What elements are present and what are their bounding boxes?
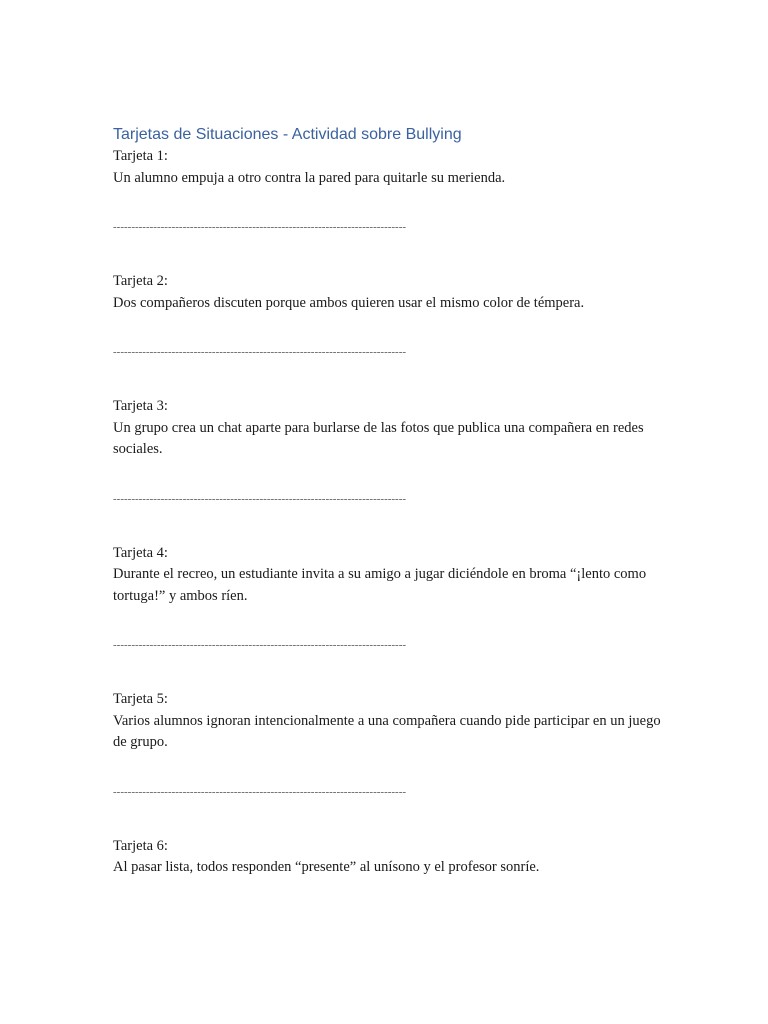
- document-title: Tarjetas de Situaciones - Actividad sobre Bullying: [113, 126, 462, 143]
- card-5: [113, 689, 673, 754]
- card-text: Un grupo crea un chat aparte para burlarse de las fotos que publica una compañera en redes sociales.: [113, 419, 644, 457]
- card-label: Tarjeta 3:: [113, 398, 168, 414]
- card-6: [113, 836, 673, 879]
- card-4: [113, 543, 673, 608]
- card-text: Dos compañeros discuten porque ambos quieren usar el mismo color de témpera.: [113, 294, 585, 311]
- card-divider: --------------------------------------------------------------------------------: [113, 492, 407, 505]
- card-3: [113, 396, 673, 461]
- card-2: [113, 271, 673, 314]
- card-label: Tarjeta 1:: [113, 148, 168, 164]
- card-text: Varios alumnos ignoran intencionalmente a una compañera cuando pide participar en un juego de grupo.: [113, 712, 661, 750]
- card-label: Tarjeta 4:: [113, 544, 168, 561]
- card-label: Tarjeta 6:: [113, 837, 168, 854]
- card-1: [113, 146, 673, 189]
- card-text: Al pasar lista, todos responden “presente” al unísono y el profesor sonríe.: [113, 859, 540, 875]
- document-page: [113, 124, 673, 879]
- card-label: Tarjeta 5:: [113, 691, 168, 707]
- card-text: Un alumno empuja a otro contra la pared para quitarle su merienda.: [113, 169, 506, 186]
- card-divider: --------------------------------------------------------------------------------: [113, 221, 407, 233]
- card-divider: --------------------------------------------------------------------------------: [113, 639, 407, 651]
- card-label: Tarjeta 2:: [113, 273, 168, 289]
- card-divider: --------------------------------------------------------------------------------: [113, 346, 407, 358]
- card-text: Durante el recreo, un estudiante invita a su amigo a jugar diciéndole en broma “¡lento como tortuga!” y ambos ríen.: [113, 566, 647, 604]
- card-divider: --------------------------------------------------------------------------------: [113, 785, 407, 798]
